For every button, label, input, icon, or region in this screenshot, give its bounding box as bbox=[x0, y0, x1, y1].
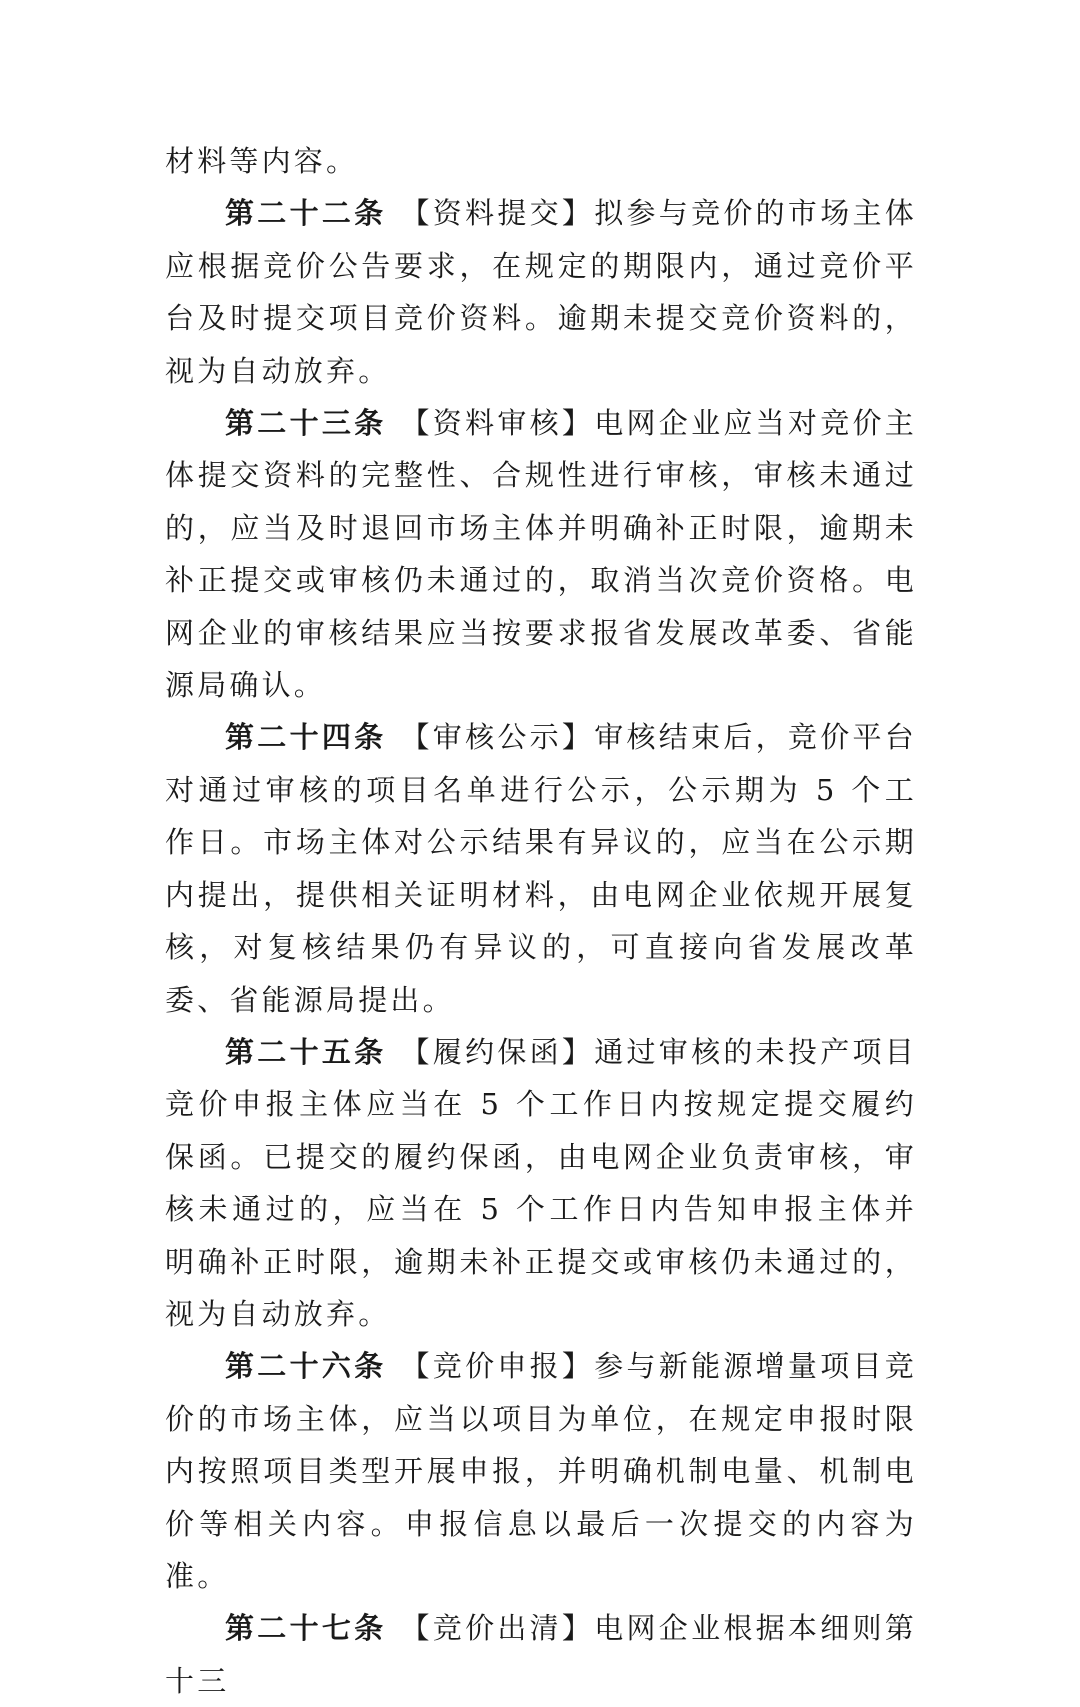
paragraph-text: 参与新能源增量项目竞价的市场主体，应当以项目为单位，在规定申报时限内按照项目类型开展申报，并明确机制电量、机制电价等相关内容。申报信息以最后一次提交的内容为准。 bbox=[165, 1349, 917, 1593]
document-body bbox=[165, 135, 917, 1707]
paragraph-text: 材料等内容。 bbox=[165, 144, 359, 178]
article-number: 第二十七条 bbox=[225, 1611, 387, 1646]
paragraph-text: 拟参与竞价的市场主体应根据竞价公告要求，在规定的期限内，通过竞价平台及时提交项目竞价资料。逾期未提交竞价资料的，视为自动放弃。 bbox=[165, 196, 917, 388]
paragraph-continuation bbox=[165, 135, 917, 187]
article-number: 第二十五条 bbox=[225, 1034, 387, 1069]
article-number: 第二十四条 bbox=[225, 720, 387, 755]
paragraph-text: 审核结束后，竞价平台对通过审核的项目名单进行公示，公示期为 5 个工作日。市场主体对公示结果有异议的，应当在公示期内提出，提供相关证明材料，由电网企业依规开展复核，对复核结果仍有异议的，可直接向省发展改革委、省能源局提出。 bbox=[165, 720, 917, 1017]
paragraph-text: 电网企业根据本细则第十三 bbox=[165, 1611, 917, 1698]
article-25 bbox=[165, 1026, 917, 1340]
article-heading: 【竞价出清】 bbox=[400, 1611, 595, 1646]
article-number: 第二十六条 bbox=[225, 1349, 387, 1384]
article-heading: 【履约保函】 bbox=[400, 1034, 595, 1069]
article-26 bbox=[165, 1340, 917, 1602]
article-24 bbox=[165, 711, 917, 1025]
article-heading: 【资料审核】 bbox=[400, 406, 595, 441]
article-22 bbox=[165, 187, 917, 397]
article-23 bbox=[165, 397, 917, 711]
article-heading: 【审核公示】 bbox=[400, 720, 595, 755]
article-number: 第二十三条 bbox=[225, 406, 387, 441]
article-heading: 【资料提交】 bbox=[400, 196, 595, 231]
article-number: 第二十二条 bbox=[225, 196, 387, 231]
article-27 bbox=[165, 1602, 917, 1707]
article-heading: 【竞价申报】 bbox=[400, 1349, 595, 1384]
paragraph-text: 通过审核的未投产项目竞价申报主体应当在 5 个工作日内按规定提交履约保函。已提交的履约保函，由电网企业负责审核，审核未通过的，应当在 5 个工作日内告知申报主体并明确补正时限，逾期未补正提交或审核仍未通过的，视为自动放弃。 bbox=[165, 1034, 917, 1331]
paragraph-text: 电网企业应当对竞价主体提交资料的完整性、合规性进行审核，审核未通过的，应当及时退回市场主体并明确补正时限，逾期未补正提交或审核仍未通过的，取消当次竞价资格。电网企业的审核结果应当按要求报省发展改革委、省能源局确认。 bbox=[165, 406, 917, 703]
